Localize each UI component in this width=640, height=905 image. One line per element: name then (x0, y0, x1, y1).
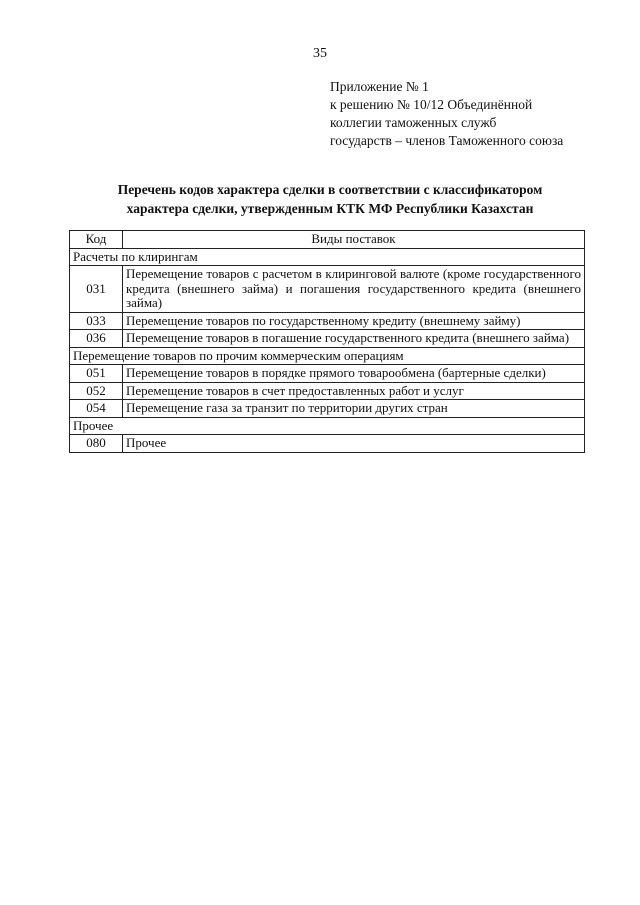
table-row (70, 400, 585, 418)
row-code: 080 (70, 435, 123, 453)
row-code: 054 (70, 400, 123, 418)
title-line: Перечень кодов характера сделки в соответствии с классификатором (117, 182, 543, 197)
appendix-line: коллегии таможенных служб (330, 115, 497, 130)
row-code: 052 (70, 382, 123, 400)
row-code: 051 (70, 365, 123, 383)
appendix-line: Приложение № 1 (330, 79, 429, 94)
row-description: Перемещение товаров с расчетом в клиринговой валюте (кроме государственного кредита (внешнего займа) и погашения государственного кредита (внешнего займа) (123, 266, 585, 313)
section-row (70, 248, 585, 266)
section-name: Прочее (70, 417, 585, 435)
row-code: 031 (70, 266, 123, 313)
appendix-line: государств – членов Таможенного союза (330, 133, 564, 148)
row-description: Перемещение товаров в погашение государственного кредита (внешнего займа) (123, 330, 585, 348)
codes-table (69, 230, 585, 453)
appendix-line: к решению № 10/12 Объединённой (330, 97, 533, 112)
table-row (70, 365, 585, 383)
table-row (70, 382, 585, 400)
appendix-block (330, 78, 563, 150)
section-row (70, 417, 585, 435)
table-row (70, 312, 585, 330)
title-line: характера сделки, утвержденным КТК МФ Республики Казахстан (126, 201, 534, 216)
section-name: Перемещение товаров по прочим коммерческим операциям (70, 347, 585, 365)
row-description: Перемещение газа за транзит по территории других стран (123, 400, 585, 418)
row-code: 036 (70, 330, 123, 348)
row-description: Перемещение товаров по государственному кредиту (внешнему займу) (123, 312, 585, 330)
table-row (70, 330, 585, 348)
header-description: Виды поставок (123, 231, 585, 249)
section-row (70, 347, 585, 365)
row-description: Прочее (123, 435, 585, 453)
table-row (70, 266, 585, 313)
table-header-row (70, 231, 585, 249)
row-description: Перемещение товаров в порядке прямого товарообмена (бартерные сделки) (123, 365, 585, 383)
header-code: Код (70, 231, 123, 249)
row-description: Перемещение товаров в счет предоставленных работ и услуг (123, 382, 585, 400)
page-number: 35 (313, 46, 327, 61)
row-code: 033 (70, 312, 123, 330)
document-title (70, 180, 590, 218)
section-name: Расчеты по клирингам (70, 248, 585, 266)
table-row (70, 435, 585, 453)
